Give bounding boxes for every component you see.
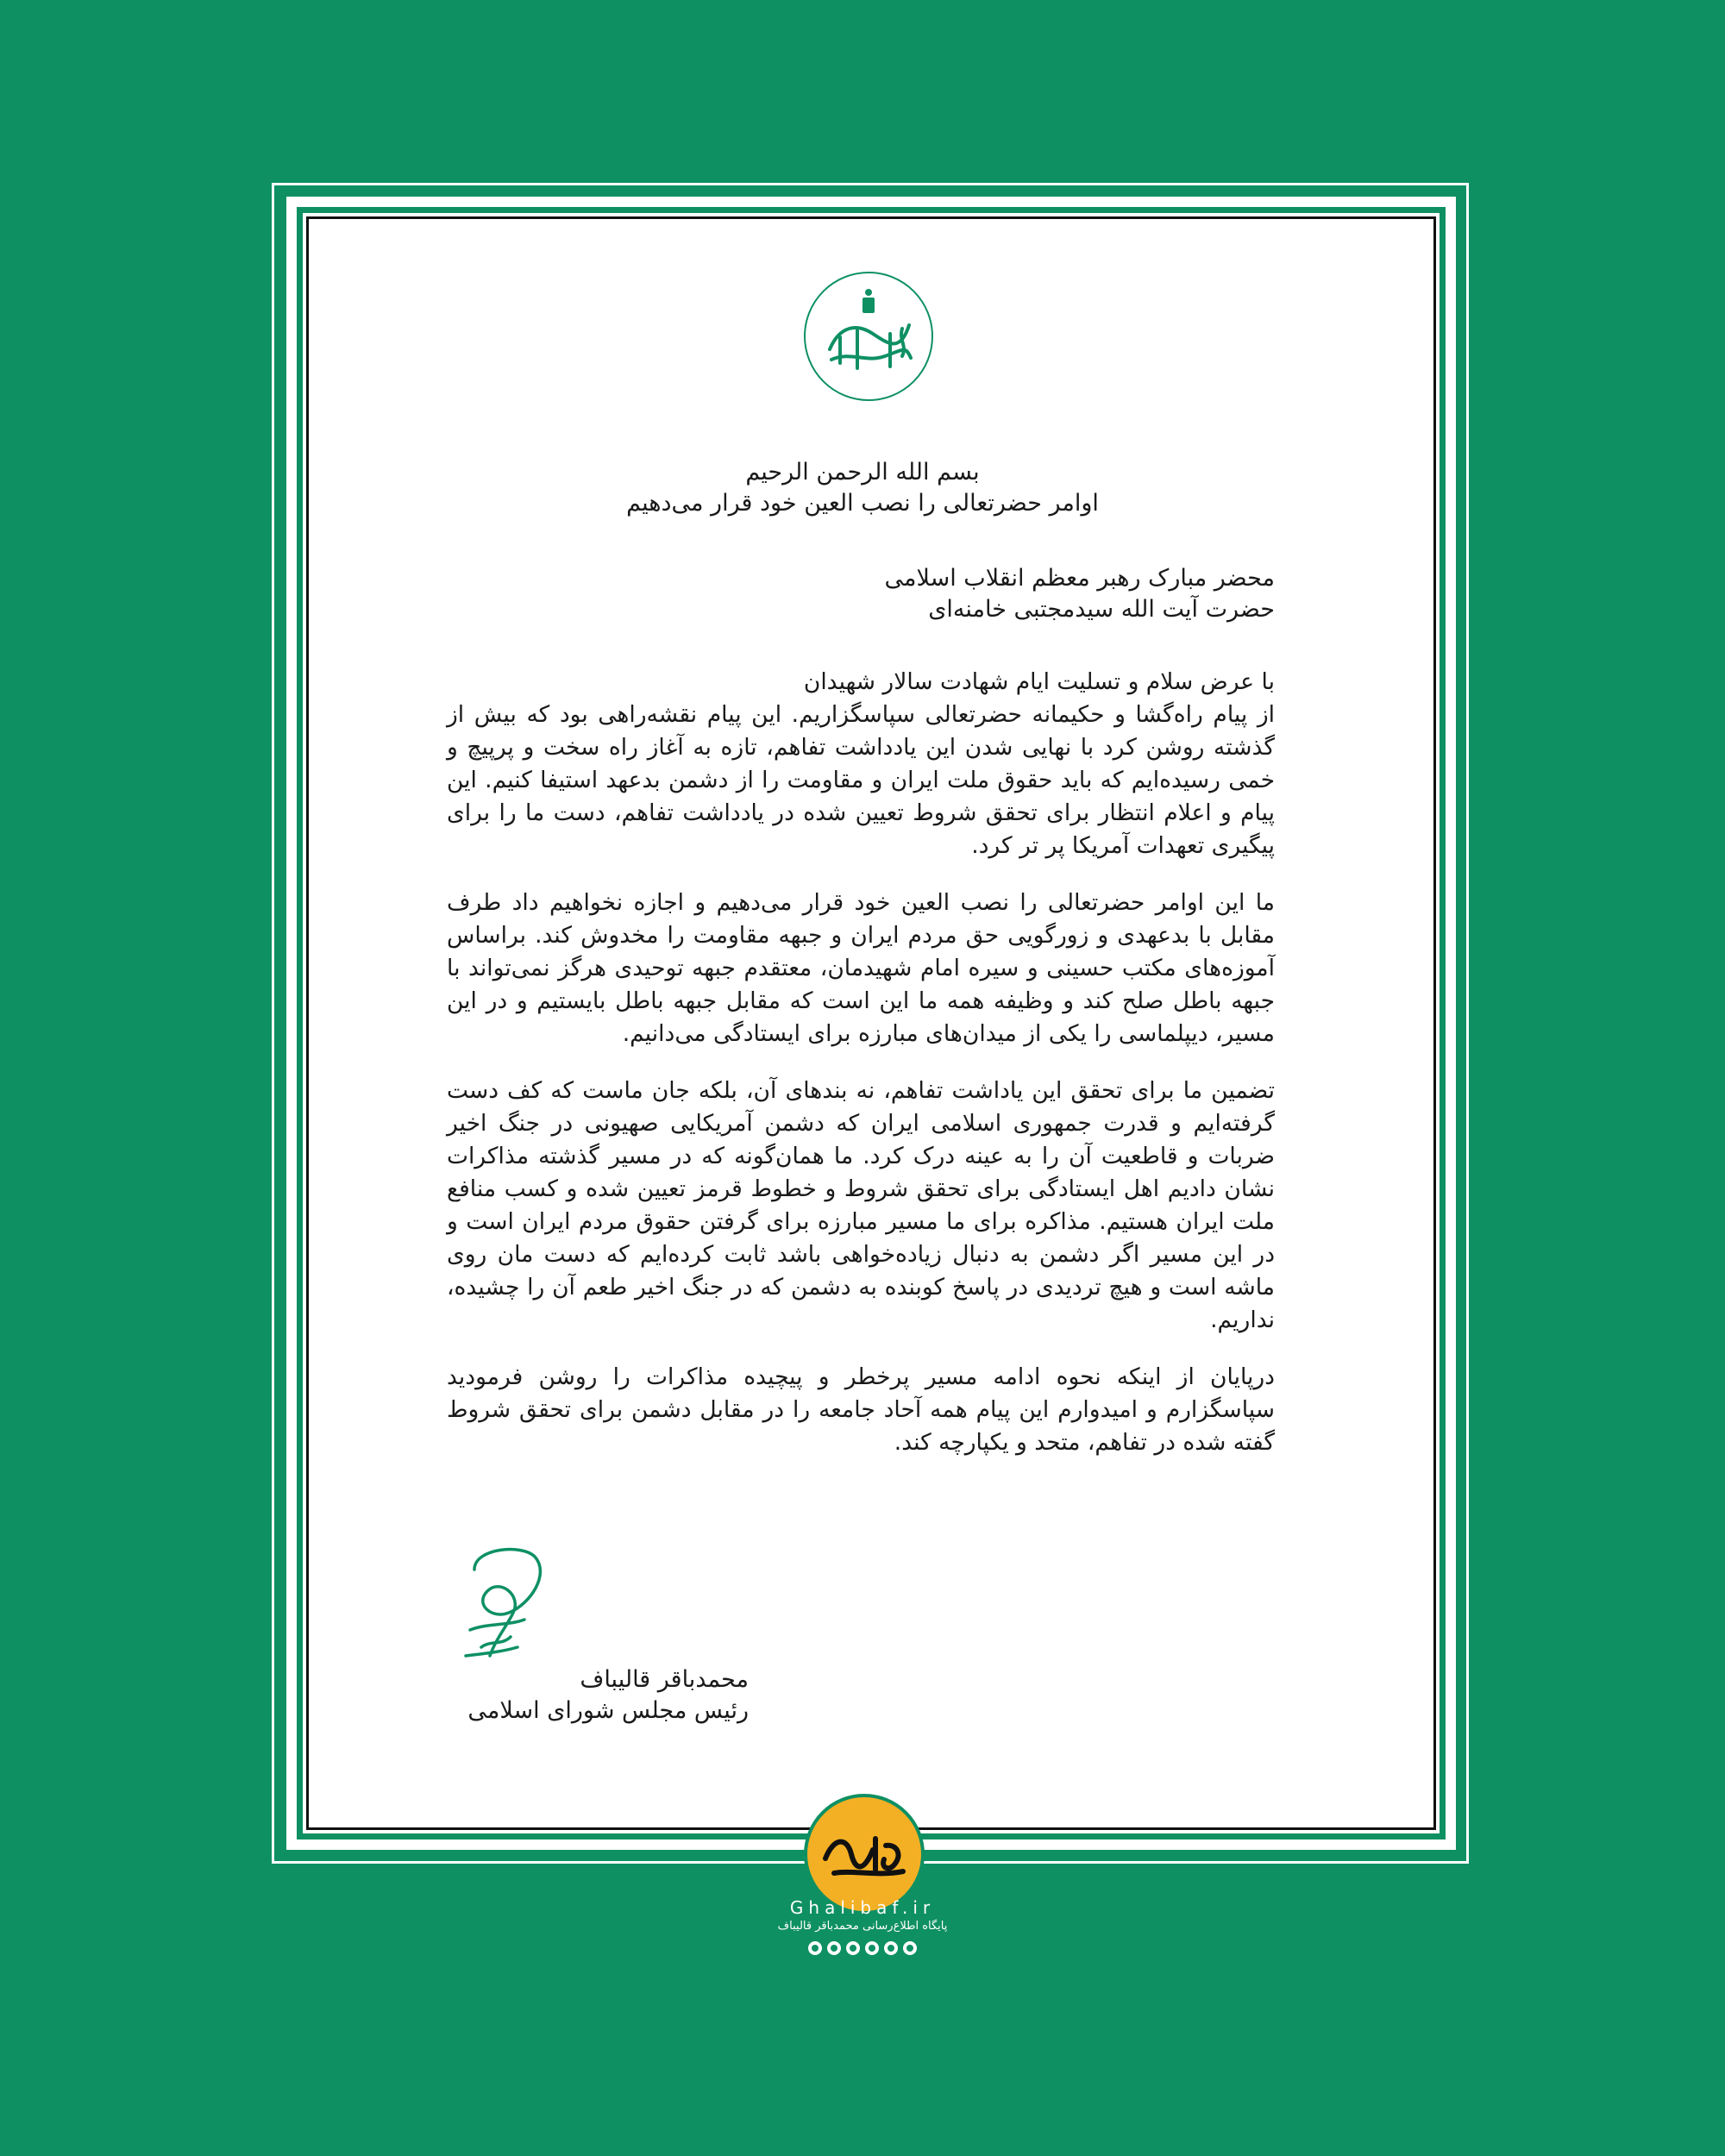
aparat-icon[interactable]	[865, 1941, 879, 1955]
paragraph: با عرض سلام و تسلیت ایام شهادت سالار شهیدان از پیام راه‌گشا و حکیمانه حضرتعالی سپاسگزاریم. این پیام نقشه‌راهی بود که بیش از گذشته روشن کرد با نهایی شدن این یادداشت تفاهم، تازه به آغاز راه سخت و پرپیچ و خمی رسیده‌ایم که باید حقوق ملت ایران و مقاومت را از دشمن بدعهد استیفا کنیم. این پیام و اعلام انتظار برای تحقق شروط تعیین شده در یادداشت تفاهم، دست ما را برای پیگیری تعهدات آمریکا پر تر کرد.	[447, 668, 1275, 859]
site-url[interactable]: Ghalibaf.ir	[789, 1897, 936, 1918]
site-footer	[733, 1897, 992, 1955]
signer-name: محمدباقر قالیباف	[580, 1666, 749, 1693]
twitter-icon[interactable]	[846, 1941, 860, 1955]
site-subtitle: پایگاه اطلاع‌رسانی محمدباقر قالیباف	[777, 1920, 948, 1933]
basmala: بسم الله الرحمن الرحيم	[745, 459, 980, 486]
paragraph: درپایان از اینکه نحوه ادامه مسیر پرخطر و پیچیده مذاکرات را روشن فرمودید سپاسگزارم و امیدوارم این پیام همه آحاد جامعه را در مقابل دشمن برای تحقق شروط گفته شده در تفاهم، متحد و یکپارچه کند.	[447, 1363, 1275, 1456]
signer-block	[442, 1664, 749, 1727]
letter-body	[447, 666, 1275, 1483]
paragraph: تضمین ما برای تحقق این یاداشت تفاهم، نه بندهای آن، بلکه جان ماست که کف دست گرفته‌ایم و قدرت جمهوری اسلامی ایران که دشمن آمریکایی صهیونی در جنگ اخیر ضربات و قاطعیت آن را به عینه درک کرد. ما همان‌گونه که در مسیر گذشته مذاکرات نشان دادیم اهل ایستادگی برای تحقق شروط و خطوط قرمز تعیین شده و کسب منافع ملت ایران هستیم. مذاکره برای ما مسیر مبارزه برای گرفتن حقوق مردم ایران است و در این مسیر اگر دشمن به دنبال زیاده‌خواهی باشد ثابت کرده‌ایم که دست مان روی ماشه است و هیچ تردیدی در پاسخ کوبنده به دشمن که در جنگ اخیر طعم آن را چشیده، نداریم.	[447, 1077, 1275, 1333]
parliament-emblem-icon	[804, 272, 933, 401]
handwritten-signature	[448, 1544, 569, 1682]
opening-subtitle: اوامر حضرتعالی را نصب العین خود قرار می‌دهیم	[626, 490, 1099, 517]
addressee-line-1: محضر مبارک رهبر معظم انقلاب اسلامی	[884, 565, 1275, 592]
addressee-line-2: حضرت آیت الله سیدمجتبی خامنه‌ای	[928, 596, 1275, 623]
paragraph: ما این اوامر حضرتعالی را نصب العین خود قرار می‌دهیم و اجازه نخواهیم داد طرف مقابل با بدعهدی و زورگویی حق مردم ایران و جبهه مقاومت را مخدوش کند. براساس آموزه‌های مکتب حسینی و سیره امام شهیدمان، معتقدم جبهه توحیدی هرگز نمی‌تواند با جبهه باطل صلح کند و وظیفه همه ما این است که مقابل جبهه باطل بایستیم و در این مسیر، دیپلماسی را یکی از میدان‌های مبارزه برای ایستادگی می‌دانیم.	[447, 889, 1275, 1047]
telegram-icon[interactable]	[808, 1941, 822, 1955]
addressee	[442, 563, 1275, 625]
signer-title: رئیس مجلس شورای اسلامی	[467, 1697, 749, 1724]
instagram-icon[interactable]	[827, 1941, 841, 1955]
opening	[442, 457, 1283, 519]
eitaa-icon[interactable]	[903, 1941, 917, 1955]
ghalibaf-logo	[804, 1794, 925, 1915]
bale-icon[interactable]	[884, 1941, 898, 1955]
social-icons	[733, 1941, 992, 1955]
